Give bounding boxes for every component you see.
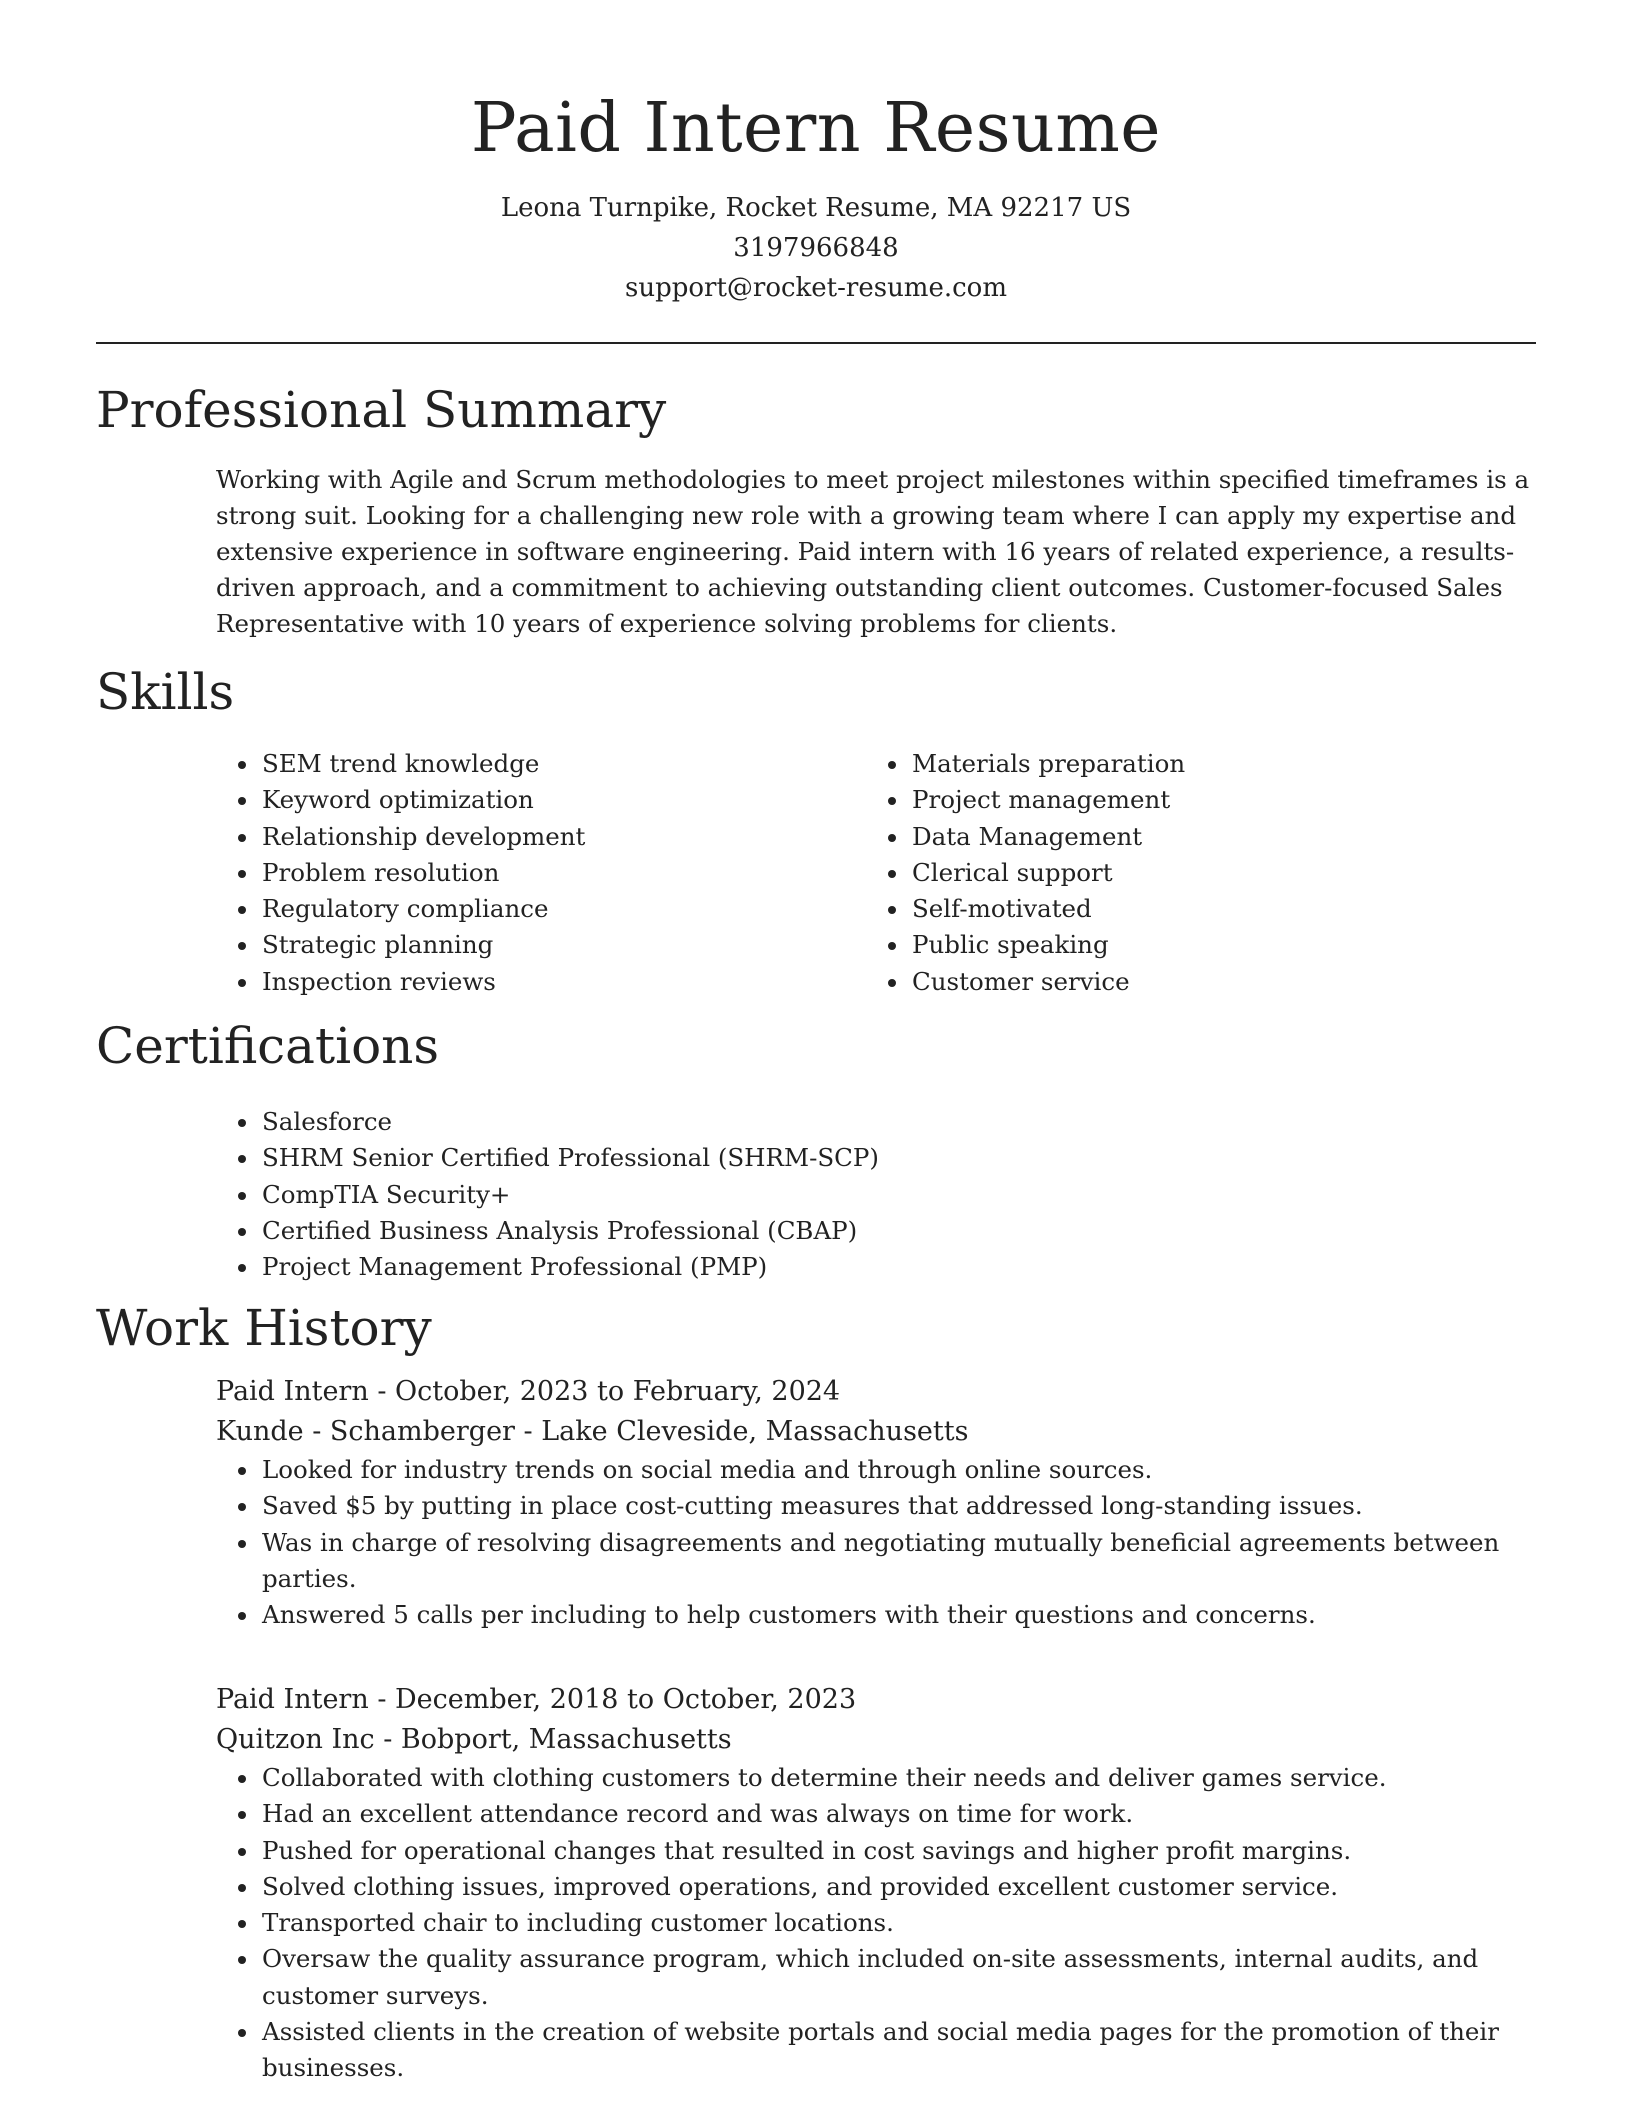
job-duty-item: • Collaborated with clothing customers to determine their needs and deliver games service. [260,1760,1536,1796]
certifications-block [216,1104,1536,1285]
job-company-location: Kunde - Schamberger - Lake Cleveside, Massachusetts [216,1416,969,1447]
skill-item: • Materials preparation [910,746,1506,782]
certification-item: • SHRM Senior Certified Professional (SHRM-SCP) [260,1140,1536,1176]
certification-item: • Certified Business Analysis Professional (CBAP) [260,1213,1536,1249]
skill-item: • Customer service [910,964,1506,1000]
skills-list-left [216,746,856,1000]
contact-block [96,188,1536,308]
contact-phone: 3197966848 [733,233,899,263]
job-title-dates: Paid Intern - October, 2023 to February, 2024 [216,1376,841,1407]
work-history-heading: Work History [96,1299,432,1357]
skill-item: • Clerical support [910,855,1506,891]
job-title-dates: Paid Intern - December, 2018 to October, 2023 [216,1684,857,1715]
header-divider [96,342,1536,344]
resume-header [96,84,1536,308]
job-duty-item: • Assisted clients in the creation of website portals and social media pages for the promotion of their businesses. [260,2014,1536,2087]
certification-item: • CompTIA Security+ [260,1177,1536,1213]
skill-item: • Public speaking [910,927,1506,963]
certifications-list [216,1104,1536,1285]
skill-item: • SEM trend knowledge [260,746,856,782]
contact-address: Leona Turnpike, Rocket Resume, MA 92217 US [500,193,1132,223]
skill-item: • Inspection reviews [260,964,856,1000]
summary-text: Working with Agile and Scrum methodologies to meet project milestones within specified timeframes is a strong suit. Looking for a challenging new role with a growing team where I can apply my expertise and extensive experience in software engineering. Paid intern with 16 years of related experience, a results-driven approach, and a commitment to achieving outstanding client outcomes. Customer-focused Sales Representative with 10 years of experience solving problems for clients. [216,465,1530,638]
job-duty-item: • Looked for industry trends on social media and through online sources. [260,1452,1536,1488]
job-duty-item: • Was in charge of resolving disagreements and negotiating mutually beneficial agreements between parties. [260,1525,1536,1598]
skills-heading: Skills [96,663,235,721]
skill-item: • Problem resolution [260,855,856,891]
job-duty-item: • Pushed for operational changes that resulted in cost savings and higher profit margins. [260,1833,1536,1869]
skill-item: • Self-motivated [910,891,1506,927]
skill-item: • Strategic planning [260,927,856,963]
certification-item: • Salesforce [260,1104,1536,1140]
job-company-location: Quitzon Inc - Bobport, Massachusetts [216,1724,732,1755]
summary-heading: Professional Summary [96,381,667,439]
job-duty-item: • Transported chair to including customer locations. [260,1905,1536,1941]
job-duty-item: • Had an excellent attendance record and was always on time for work. [260,1796,1536,1832]
certification-item: • Project Management Professional (PMP) [260,1249,1536,1285]
skill-item: • Data Management [910,819,1506,855]
skills-column-left [216,746,856,1000]
job-duty-item: • Answered 5 calls per including to help customers with their questions and concerns. [260,1597,1536,1633]
job-entry [216,1680,1536,2087]
skill-item: • Relationship development [260,819,856,855]
job-entry [216,1372,1536,1633]
skill-item: • Keyword optimization [260,782,856,818]
skill-item: • Regulatory compliance [260,891,856,927]
page-title: Paid Intern Resume [470,89,1162,168]
skills-column-right [866,746,1506,1000]
certifications-heading: Certifications [96,1017,440,1075]
skills-list-right [866,746,1506,1000]
job-duty-item: • Oversaw the quality assurance program, which included on-site assessments, internal audits, and customer surveys. [260,1941,1536,2014]
contact-email: support@rocket-resume.com [624,273,1007,303]
job-duties-list [216,1452,1536,1633]
job-duties-list [216,1760,1536,2087]
skill-item: • Project management [910,782,1506,818]
job-duty-item: • Saved $5 by putting in place cost-cutting measures that addressed long-standing issues. [260,1488,1536,1524]
job-duty-item: • Solved clothing issues, improved operations, and provided excellent customer service. [260,1869,1536,1905]
